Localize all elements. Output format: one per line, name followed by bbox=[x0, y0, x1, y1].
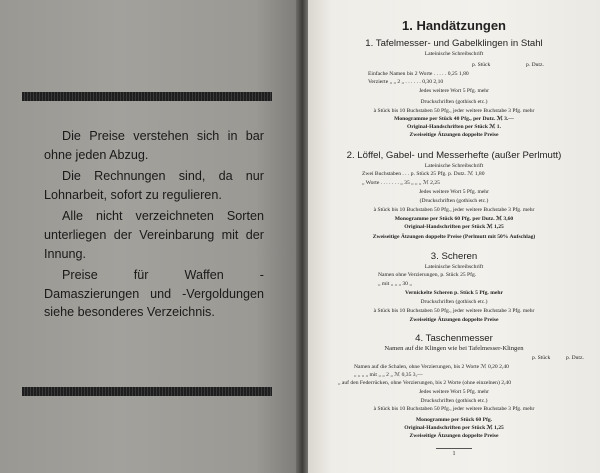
section-4-row-6: à Stück bis 10 Buchstaben 50 Pfg., jeder weitere Buchstabe 3 Pfg. mehr bbox=[373, 406, 535, 412]
terms-notice bbox=[44, 127, 264, 325]
terms-paragraph-3: Alle nicht verzeichneten Sorten unterliegen der Vereinbarung mit der Innung. bbox=[44, 209, 264, 261]
section-1-row-1: Einfache Namen bis 2 Worte . . . . . 0,25 1,80 bbox=[368, 71, 469, 77]
section-2-row-8: Zweiseitige Ätzungen doppelte Preise (Perlmutt mit 50% Aufschlag) bbox=[372, 234, 536, 240]
section-4-row-4: Jedes weitere Wort 5 Pfg. mehr bbox=[419, 389, 489, 395]
section-2-subheading: Lateinische Schreibschrift bbox=[424, 163, 484, 169]
section-1-row-7: Original-Handschriften per Stück ℳ 1. bbox=[407, 124, 501, 130]
section-3-row-6: Zweiseitige Ätzungen doppelte Preise bbox=[409, 317, 499, 323]
section-1-row-2: Verzierte „ „ 2 „ . . . . . . 0,30 2,10 bbox=[368, 79, 444, 85]
section-2-row-4: (Druckschriften (gothisch etc.) bbox=[419, 198, 489, 204]
section-1-row-5: à Stück bis 10 Buchstaben 50 Pfg., jeder weitere Buchstabe 3 Pfg. mehr bbox=[373, 108, 535, 114]
section-1-heading: 1. Tafelmesser- und Gabelklingen in Stahl bbox=[365, 38, 543, 49]
section-1-row-8: Zweiseitige Ätzungen doppelte Preise bbox=[409, 132, 499, 138]
section-4-row-3: „ auf den Federrücken, ohne Verzierungen, bis 2 Worte (ohne einzelnen) 2,40 bbox=[338, 380, 511, 386]
section-2-heading: 2. Löffel, Gabel- und Messerhefte (außer Perlmutt) bbox=[346, 150, 562, 161]
section-2-row-7: Original-Handschriften per Stück ℳ 1,25 bbox=[404, 224, 504, 230]
section-4-row-5: Druckschriften (gothisch etc.) bbox=[420, 398, 488, 404]
section-1-row-3: Jedes weitere Wort 5 Pfg. mehr bbox=[419, 88, 489, 94]
section-3-row-3: Vernickelte Scheren p. Stück 5 Pfg. mehr bbox=[405, 290, 503, 296]
right-page bbox=[308, 0, 600, 473]
terms-paragraph-1: Die Preise verstehen sich in bar ohne jeden Abzug. bbox=[44, 129, 264, 162]
section-1-row-6: Monogramme per Stück 40 Pfg., per Dutz. ℳ 3.— bbox=[394, 116, 514, 122]
bottom-hatched-rule bbox=[22, 387, 272, 396]
section-2-row-6: Monogramme per Stück 60 Pfg. per Dutz. ℳ 3,60 bbox=[394, 216, 514, 222]
section-4-heading: 4. Taschenmesser bbox=[415, 333, 493, 344]
section-1-subheading: Lateinische Schreibschrift bbox=[424, 51, 484, 57]
section-2-row-3: Jedes weitere Wort 5 Pfg. mehr bbox=[419, 189, 489, 195]
page-title: 1. Handätzungen bbox=[401, 18, 506, 33]
section-4-row-9: Zweiseitige Ätzungen doppelte Preise bbox=[409, 433, 499, 439]
section-3-heading: 3. Scheren bbox=[430, 251, 478, 262]
section-4-col-per-piece: p. Stück bbox=[532, 355, 551, 361]
section-4-row-1: Namen auf die Schalen, ohne Verzierungen, bis 2 Worte ℳ 0,20 2,40 bbox=[354, 364, 509, 370]
section-1-row-4: Druckschriften (gothisch etc.) bbox=[420, 99, 488, 105]
section-3-row-4: Druckschriften (gothisch etc.) bbox=[420, 299, 488, 305]
section-2-row-2: „ Worte . . . . . . . „ 35 „ „ „ ℳ 2,25 bbox=[362, 180, 440, 186]
section-3-row-1: Namen ohne Verzierungen, p. Stück 25 Pfg. bbox=[378, 272, 477, 278]
section-1-col-per-dozen: p. Dutz. bbox=[526, 62, 544, 68]
page-number: 1 bbox=[436, 448, 472, 458]
section-3-row-2: „ mit „ „ „ 30 „ bbox=[378, 281, 412, 287]
terms-paragraph-4: Preise für Waffen - Damaszierungen und -Vergoldungen siehe besonderes Verzeichnis. bbox=[44, 268, 264, 320]
section-3-row-5: à Stück bis 10 Buchstaben 50 Pfg., jeder weitere Buchstabe 3 Pfg. mehr bbox=[373, 308, 535, 314]
section-4-row-2: „ „ „ „ mit „ „ 2 „ ℳ 0,35 3,— bbox=[354, 372, 423, 378]
section-4-subheading: Namen auf die Klingen wie bei Tafelmesser-Klingen bbox=[384, 345, 524, 352]
section-4-col-per-dozen: p. Dutz. bbox=[566, 355, 584, 361]
section-2-row-5: à Stück bis 10 Buchstaben 50 Pfg., jeder weitere Buchstabe 3 Pfg. mehr bbox=[373, 207, 535, 213]
section-3-subheading: Lateinische Schreibschrift bbox=[424, 264, 484, 270]
section-4-row-7: Monogramme per Stück 60 Pfg. bbox=[415, 417, 493, 423]
section-4-row-8: Original-Handschriften per Stück ℳ 1,25 bbox=[404, 425, 504, 431]
terms-paragraph-2: Die Rechnungen sind, da nur Lohnarbeit, sofort zu regulieren. bbox=[44, 169, 264, 202]
section-2-row-1: Zwei Buchstaben . . . p. Stück 25 Pfg. p. Dutz. ℳ 1,80 bbox=[362, 171, 485, 177]
section-1-col-per-piece: p. Stück bbox=[472, 62, 491, 68]
top-hatched-rule bbox=[22, 92, 272, 101]
